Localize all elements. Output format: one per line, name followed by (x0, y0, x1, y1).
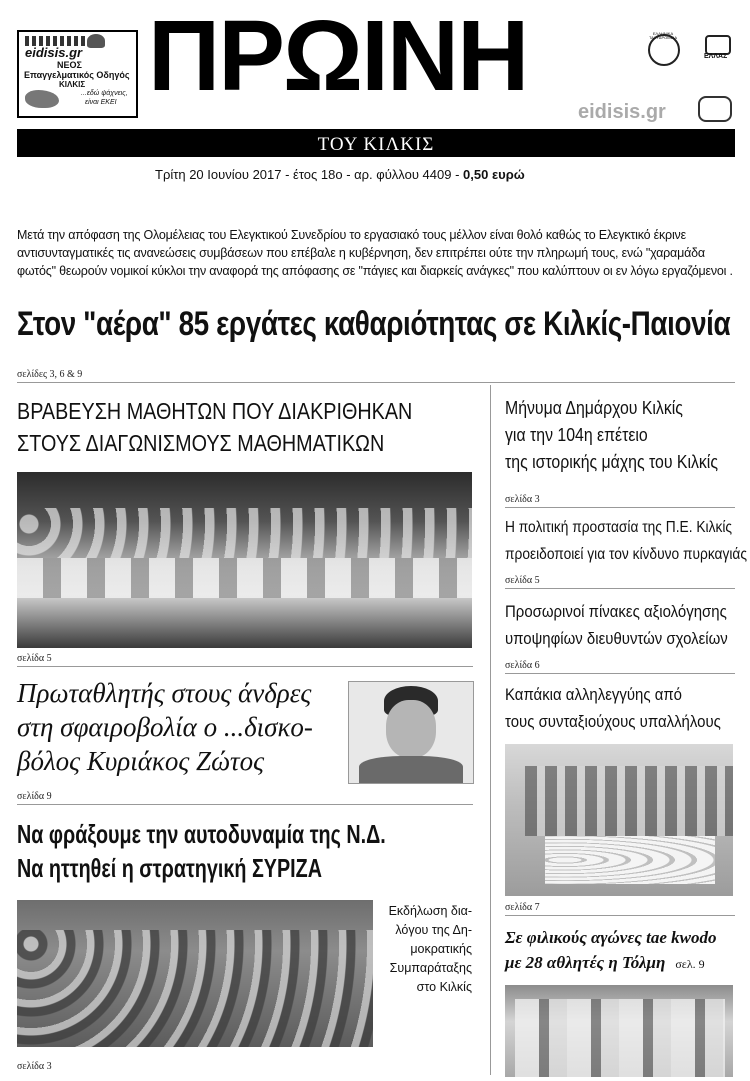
right-s1-line1: Μήνυμα Δημάρχου Κιλκίς (505, 398, 683, 418)
ad-hand-icon (25, 90, 59, 108)
story2-page: σελίδα 9 (17, 791, 52, 802)
event-caption-line2: λόγου της Δη- (395, 923, 472, 937)
right-s4-page: σελίδα 7 (505, 902, 540, 913)
ad-line1: ΝΕΟΣ (57, 60, 82, 70)
taekwondo-photo-kids (515, 999, 725, 1077)
athlete-portrait[interactable] (348, 681, 474, 784)
divider (505, 588, 735, 589)
divider (505, 507, 735, 508)
story1-title-line1[interactable]: ΒΡΑΒΕΥΣΗ ΜΑΘΗΤΩΝ ΠΟΥ ΔΙΑΚΡΙΘΗΚΑΝ (17, 398, 413, 424)
story1-page: σελίδα 5 (17, 653, 52, 664)
divider (505, 915, 735, 916)
event-caption-line4: Συμπαράταξης (389, 961, 472, 975)
watermark: eidisis.gr (578, 101, 666, 123)
story3-title-line1[interactable]: Να φράξουμε την αυτοδυναμία της Ν.Δ. (17, 819, 386, 849)
right-s2[interactable] (505, 519, 748, 573)
divider (17, 666, 473, 667)
ad-slogan1: ...εδώ ψάχνεις, (81, 90, 128, 97)
column-divider (490, 385, 491, 1075)
dateline (155, 167, 525, 182)
media-logo-icon (698, 96, 732, 122)
event-photo[interactable] (17, 900, 373, 1047)
event-caption-line3: μοκρατικής (410, 942, 472, 956)
post-stamp-text: ΕΛΛΗΝΙΚΑ ΤΑΧΥΔΡΟΜΕΙΑ (648, 31, 678, 40)
ad-brand: eidisis.gr (25, 45, 83, 60)
right-s4-line2: τους συνταξιούχους υπαλλήλους (505, 712, 721, 731)
right-s5-line2 (505, 953, 737, 978)
right-s3-line2: υποψηφίων διευθυντών σχολείων (505, 629, 728, 648)
story1-title-line2[interactable]: ΣΤΟΥΣ ΔΙΑΓΩΝΙΣΜΟΥΣ ΜΑΘΗΜΑΤΙΚΩΝ (17, 430, 385, 456)
students-photo-row (17, 508, 472, 558)
right-s1-line2: για την 104η επέτειο (505, 425, 648, 445)
event-caption-line1: Εκδήλωση δια- (388, 904, 472, 918)
ad-figure-icon (87, 34, 105, 48)
right-s2-page: σελίδα 5 (505, 575, 540, 586)
pensioners-photo-people (525, 766, 733, 836)
story3-page: σελίδα 3 (17, 1061, 52, 1072)
event-caption (382, 902, 472, 997)
right-s3[interactable] (505, 602, 735, 656)
right-s1-page: σελίδα 3 (505, 494, 540, 505)
event-caption-line5: στο Κιλκίς (416, 980, 472, 994)
ad-box[interactable] (17, 30, 138, 118)
pensioners-photo[interactable] (505, 744, 733, 896)
lead-intro: Μετά την απόφαση της Ολομέλειας του Ελεγκτικού Συνεδρίου το εργασιακό τους μέλλον είναι θολό καθώς το Ελεγκτικό έκρινε αντισυνταγματικές τις ανανεώσεις συμβάσεων που επέβαλε η κυβέρνηση, δεν επιτρέπει ούτε την πληρωμή τους, ενώ "χαραμάδα φωτός" θεωρούν νομικοί κύκλοι την αναφορά της απόφασης σε "πάγιες και διαρκείς ανάγκες" που καλύπτουν οι εν λόγω εργαζόμενοι . (17, 228, 733, 278)
right-s5-page: σελ. 9 (675, 957, 705, 971)
masthead-bar (17, 129, 735, 157)
event-photo-crowd (17, 930, 373, 1047)
right-s2-line1: Η πολιτική προστασία της Π.Ε. Κιλκίς (505, 519, 733, 536)
ad-slogan2: είναι ΕΚΕΙ (85, 99, 117, 106)
pensioners-photo-sacks (545, 836, 715, 884)
right-s1[interactable] (505, 398, 735, 479)
divider (17, 382, 735, 383)
lead-headline[interactable]: Στον "αέρα" 85 εργάτες καθαριότητας σε Κιλκίς-Παιονία (17, 305, 731, 343)
right-s1-line3: της ιστορικής μάχης του Κιλκίς (505, 452, 718, 472)
price: 0,50 ευρώ (463, 167, 525, 182)
right-s2-line2: προειδοποιεί για τον κίνδυνο πυρκαγιάς (505, 546, 748, 563)
divider (17, 804, 473, 805)
right-s3-line1: Προσωρινοί πίνακες αξιολόγησης (505, 602, 727, 621)
students-photo-diplomas (17, 558, 472, 598)
lead-pages: σελίδες 3, 6 & 9 (17, 369, 83, 380)
taekwondo-photo[interactable] (505, 985, 733, 1077)
masthead-title: ΠΡΩΙΝΗ (148, 0, 528, 112)
story2-title-line2[interactable]: στη σφαιροβολία ο ...δισκο- (17, 712, 313, 742)
story3-title-line2[interactable]: Να ηττηθεί η στρατηγική ΣΥΡΙΖΑ (17, 853, 322, 883)
students-photo[interactable] (17, 472, 472, 648)
elta-label: ΕΛΛΑΣ (704, 53, 728, 60)
athlete-shirt (359, 756, 463, 783)
ad-line3: ΚΙΛΚΙΣ (59, 80, 86, 89)
masthead-subtitle: ΤΟΥ ΚΙΛΚΙΣ (317, 134, 435, 155)
right-s5[interactable] (505, 928, 737, 978)
right-s5-line1: Σε φιλικούς αγώνες tae kwodo (505, 928, 717, 947)
story2-title-line1[interactable]: Πρωταθλητής στους άνδρες (17, 678, 312, 708)
right-s3-page: σελίδα 6 (505, 660, 540, 671)
story2-title-line3[interactable]: βόλος Κυριάκος Ζώτος (17, 746, 265, 776)
right-s4[interactable] (505, 685, 735, 739)
dateline-text: Τρίτη 20 Ιουνίου 2017 - έτος 18ο - αρ. φύλλου 4409 - (155, 167, 464, 182)
ad-line2: Επαγγελματικός Οδηγός (24, 70, 130, 80)
right-s5-line2-text: με 28 αθλητές η Τόλμη (505, 953, 666, 972)
right-s4-line1: Καπάκια αλληλεγγύης από (505, 685, 683, 704)
divider (505, 673, 735, 674)
athlete-face (386, 700, 436, 758)
elta-logo-icon (705, 35, 731, 55)
